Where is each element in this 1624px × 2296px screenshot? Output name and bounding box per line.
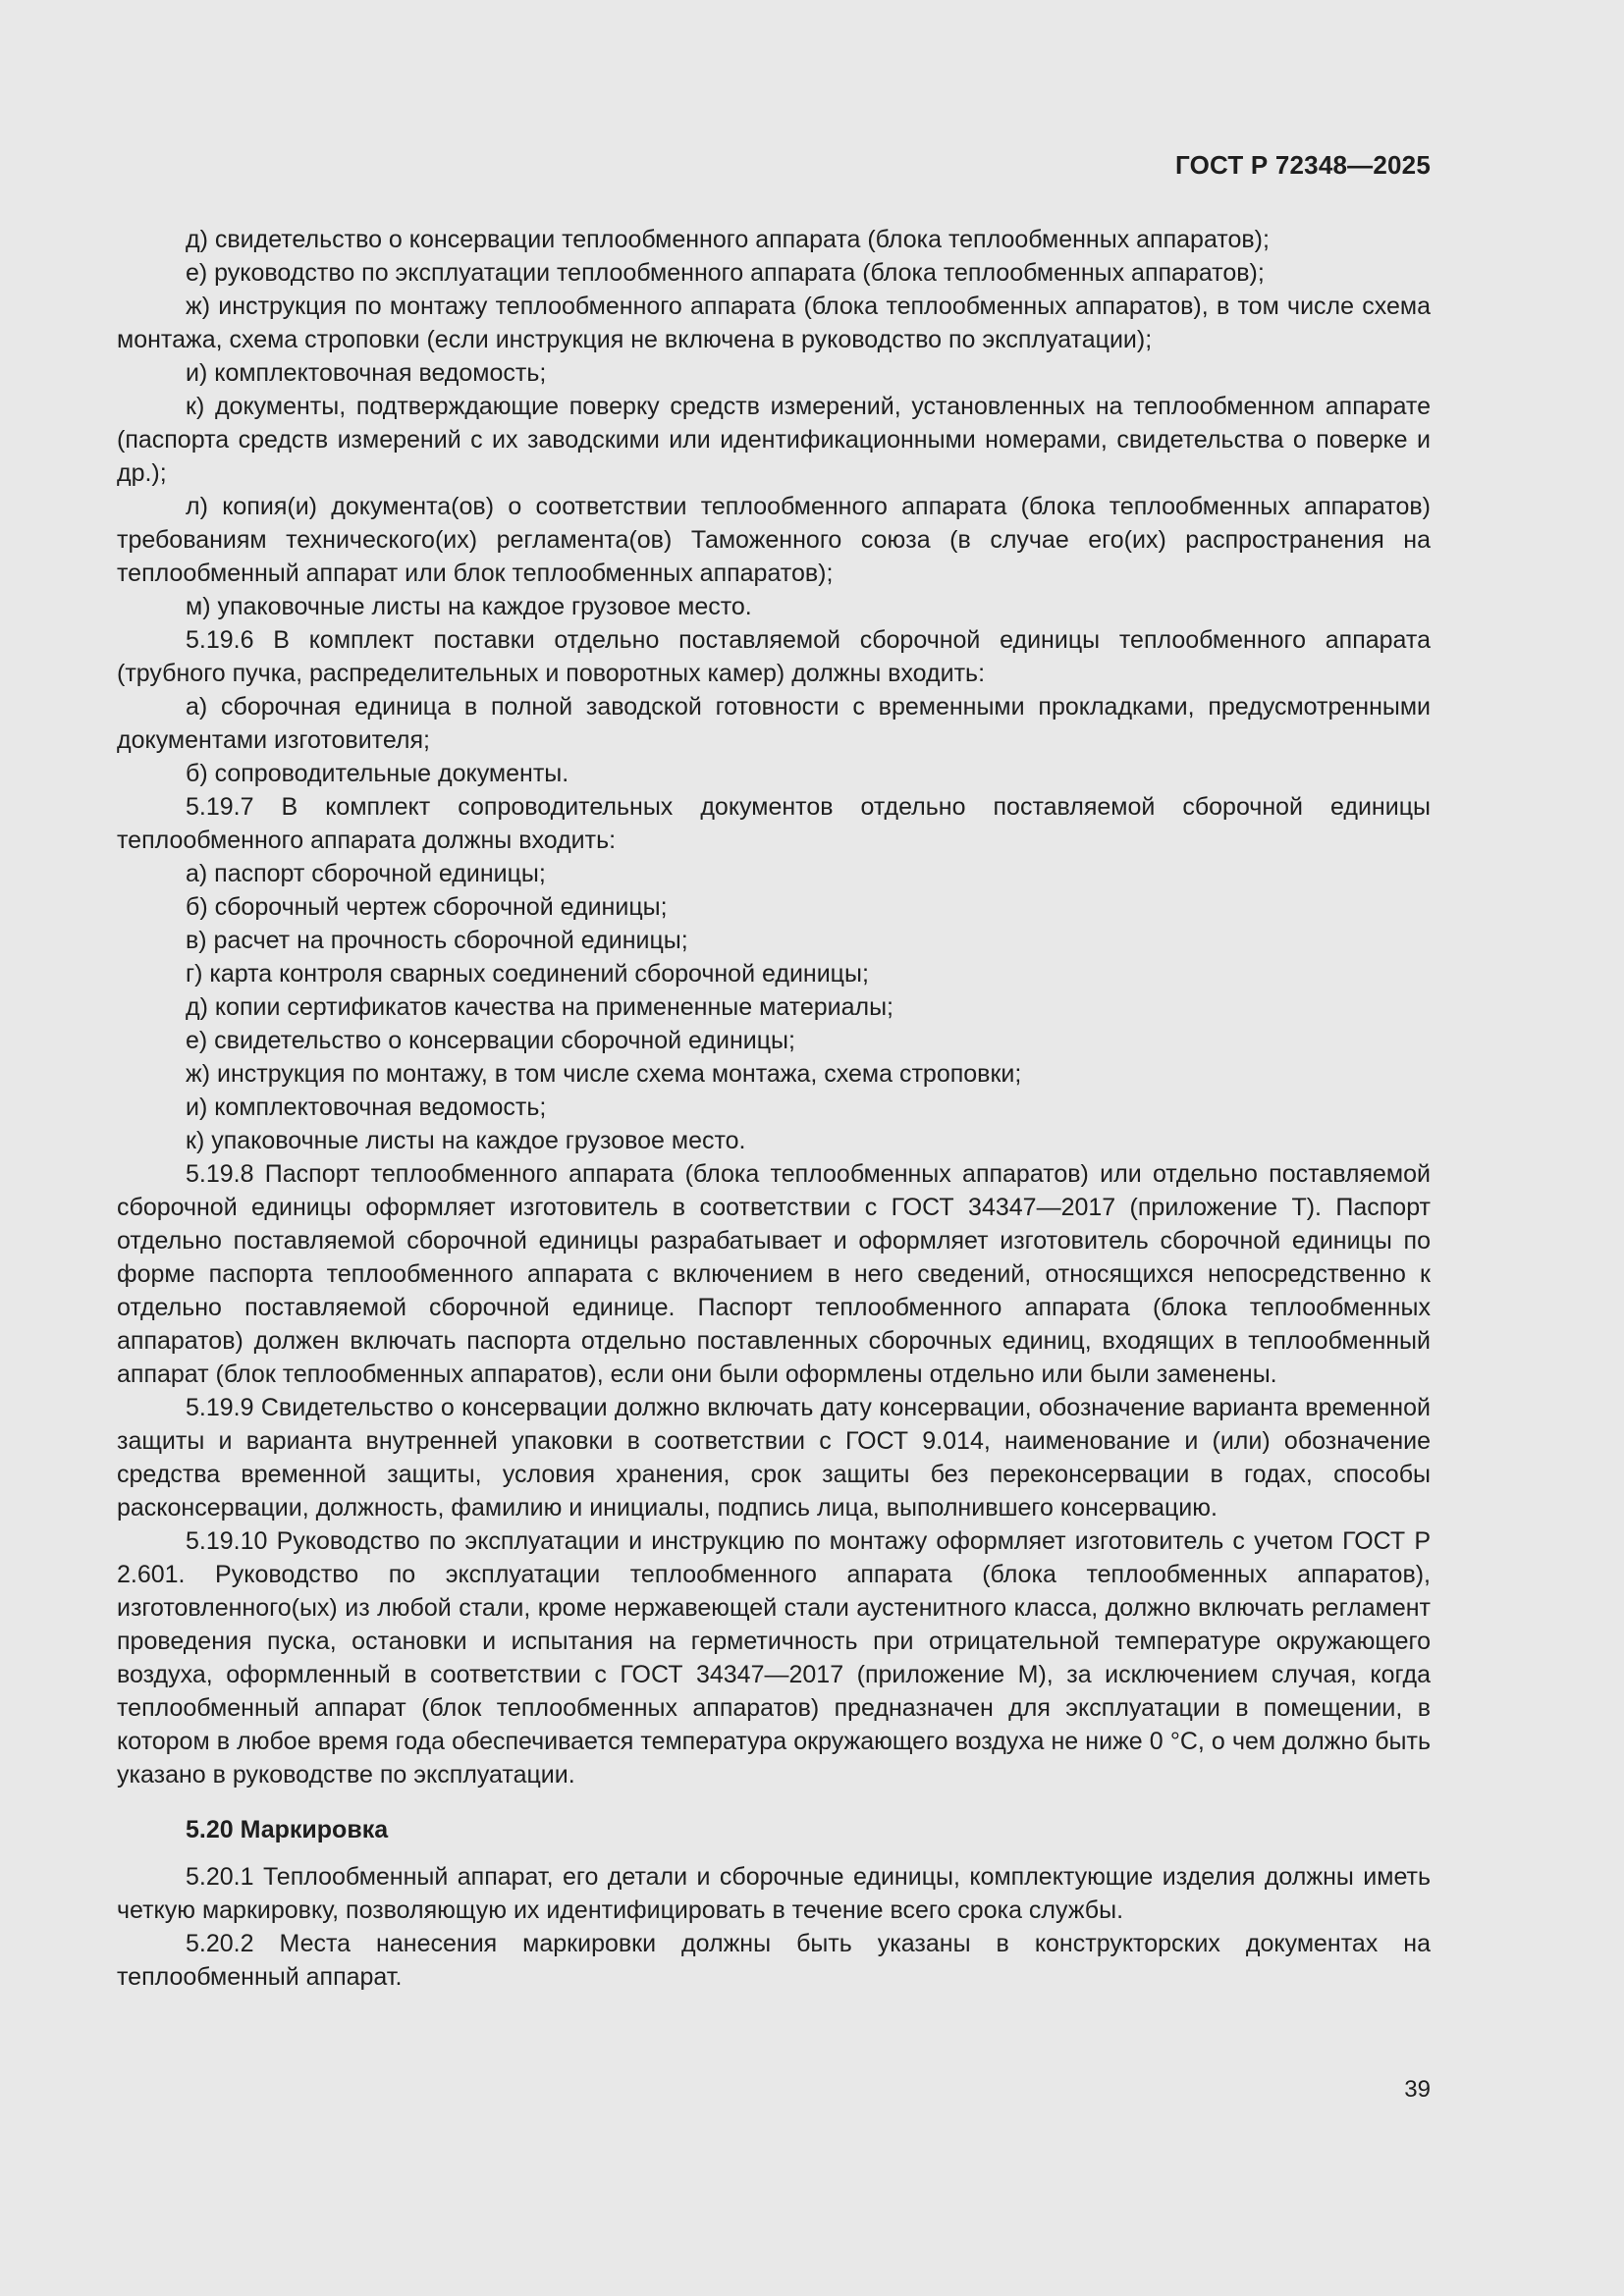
list-item: в) расчет на прочность сборочной единицы; — [186, 927, 688, 954]
list-item: г) карта контроля сварных соединений сборочной единицы; — [186, 960, 869, 988]
paragraph-5-19-9: 5.19.9 Свидетельство о консервации должно включать дату консервации, обозначение варианта временной защиты и варианта внутренней упаковки в соответствии с ГОСТ 9.014, наименование и (или) обозначение средства временной защиты, условия хранения, срок защиты без переконсервации в годах, способы расконсервации, должность, фамилию и инициалы, подпись лица, выполнившего консервацию. — [117, 1394, 1431, 1522]
paragraph-5-19-10: 5.19.10 Руководство по эксплуатации и инструкцию по монтажу оформляет изготовитель с учетом ГОСТ Р 2.601. Руководство по эксплуатации теплообменного аппарата (блока теплообменных аппаратов), изготовленного(ых) из любой стали, кроме нержавеющей стали аустенитного класса, должно включать регламент проведения пуска, остановки и испытания на герметичность при отрицательной температуре окружающего воздуха, оформленный в соответствии с ГОСТ 34347—2017 (приложение М), за исключением случая, когда теплообменный аппарат (блок теплообменных аппаратов) предназначен для эксплуатации в помещении, в котором в любое время года обеспечивается температура окружающего воздуха не ниже 0 °С, о чем должно быть указано в руководстве по эксплуатации. — [117, 1527, 1431, 1789]
list-item: е) свидетельство о консервации сборочной единицы; — [186, 1027, 795, 1054]
paragraph-5-20-2: 5.20.2 Места нанесения маркировки должны быть указаны в конструкторских документах на теплообменный аппарат. — [117, 1930, 1431, 1991]
list-item: к) упаковочные листы на каждое грузовое место. — [186, 1127, 746, 1154]
list-item: а) сборочная единица в полной заводской готовности с временными прокладками, предусмотренными документами изготовителя; — [117, 693, 1431, 754]
list-item: и) комплектовочная ведомость; — [186, 1094, 547, 1121]
document-body — [117, 223, 1431, 1994]
list-item: б) сопроводительные документы. — [186, 760, 569, 787]
list-item: б) сборочный чертеж сборочной единицы; — [186, 893, 668, 921]
list-item: и) комплектовочная ведомость; — [186, 359, 547, 387]
list-item: м) упаковочные листы на каждое грузовое место. — [186, 593, 752, 620]
paragraph-5-19-8: 5.19.8 Паспорт теплообменного аппарата (блока теплообменных аппаратов) или отдельно поставляемой сборочной единицы оформляет изготовитель в соответствии с ГОСТ 34347—2017 (приложение Т). Паспорт отдельно поставляемой сборочной единицы разрабатывает и оформляет изготовитель сборочной единицы по форме паспорта теплообменного аппарата с включением в него сведений, относящихся непосредственно к отдельно поставляемой сборочной единице. Паспорт теплообменного аппарата (блока теплообменных аппаратов) должен включать паспорта отдельно поставленных сборочных единиц, входящих в теплообменный аппарат (блок теплообменных аппаратов), если они были оформлены отдельно или были заменены. — [117, 1160, 1431, 1388]
list-item: е) руководство по эксплуатации теплообменного аппарата (блока теплообменных аппаратов); — [186, 259, 1265, 287]
document-id-header: ГОСТ Р 72348—2025 — [1175, 150, 1431, 180]
section-title: 5.20 Маркировка — [186, 1816, 389, 1843]
paragraph-5-20-1: 5.20.1 Теплообменный аппарат, его детали и сборочные единицы, комплектующие изделия должны иметь четкую маркировку, позволяющую их идентифицировать в течение всего срока службы. — [117, 1863, 1431, 1924]
list-item: ж) инструкция по монтажу теплообменного аппарата (блока теплообменных аппаратов), в том числе схема монтажа, схема строповки (если инструкция не включена в руководство по эксплуатации); — [117, 293, 1431, 353]
paragraph-5-19-6: 5.19.6 В комплект поставки отдельно поставляемой сборочной единицы теплообменного аппарата (трубного пучка, распределительных и поворотных камер) должны входить: — [117, 626, 1431, 687]
list-item: а) паспорт сборочной единицы; — [186, 860, 546, 887]
list-item: д) свидетельство о консервации теплообменного аппарата (блока теплообменных аппаратов); — [186, 226, 1270, 253]
list-item: л) копия(и) документа(ов) о соответствии теплообменного аппарата (блока теплообменных аппаратов) требованиям технического(их) регламента(ов) Таможенного союза (в случае его(их) распространения на теплообменный аппарат или блок теплообменных аппаратов); — [117, 493, 1431, 587]
paragraph-5-19-7: 5.19.7 В комплект сопроводительных документов отдельно поставляемой сборочной единицы теплообменного аппарата должны входить: — [117, 793, 1431, 854]
page-number: 39 — [1404, 2076, 1431, 2103]
list-item: д) копии сертификатов качества на примененные материалы; — [186, 993, 893, 1021]
list-item: ж) инструкция по монтажу, в том числе схема монтажа, схема строповки; — [186, 1060, 1022, 1088]
list-item: к) документы, подтверждающие поверку средств измерений, установленных на теплообменном аппарате (паспорта средств измерений с их заводскими или идентификационными номерами, свидетельства о поверке и др.); — [117, 393, 1431, 487]
